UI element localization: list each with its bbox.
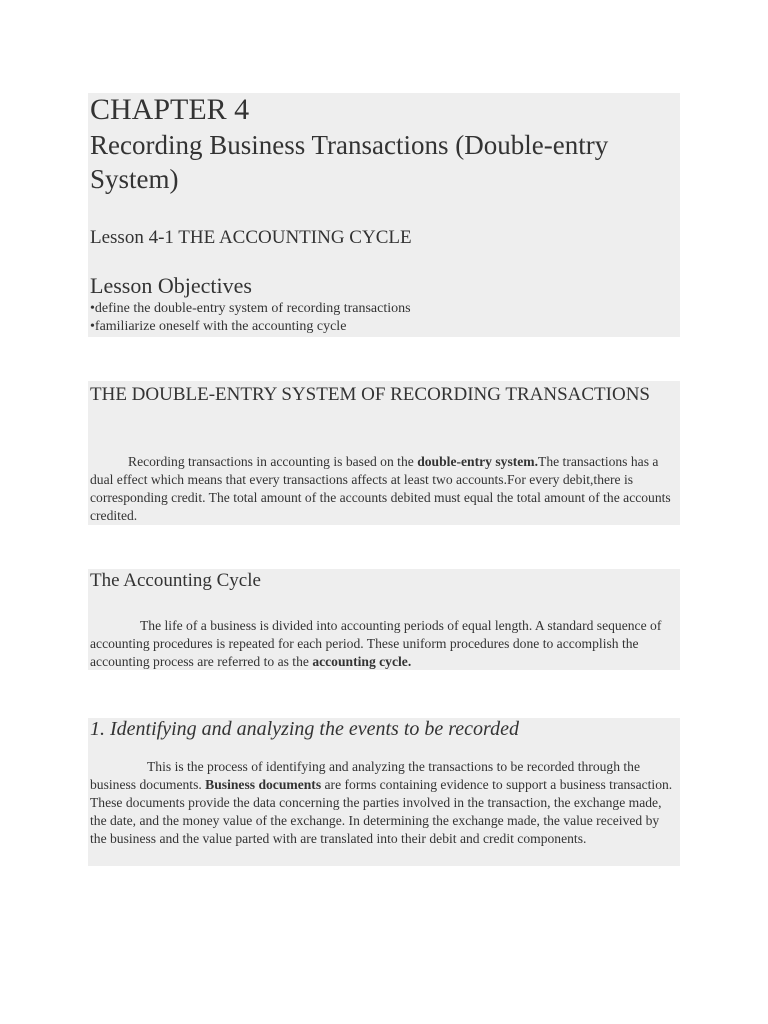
- paragraph-text: are forms containing evidence to support a business transaction. These documents provide the data concerning the parties involved in the transaction, the exchange made, the date, and the money value of the exchange. In determining the exchange made, the value received by the business and the value parted with are translated into their debit and credit components.: [90, 777, 673, 846]
- double-entry-section: [88, 381, 680, 525]
- section-paragraph: [90, 617, 676, 671]
- bold-term: accounting cycle.: [312, 654, 412, 669]
- chapter-title: Recording Business Transactions (Double-entry System): [90, 130, 609, 194]
- bold-term: double-entry system.: [417, 454, 539, 469]
- chapter-header-block: [88, 93, 680, 337]
- paragraph-text: Recording transactions in accounting is based on the: [128, 454, 418, 469]
- paragraph-text: This is the process of identifying and analyzing the transactions to be recorded through the business documents.: [90, 759, 641, 792]
- paragraph-text: The transactions has a dual effect which means that every transactions affects at least two accounts.For every debit,there is corresponding credit. The total amount of the accounts debited must equal the total amount of the accounts credited.: [90, 454, 671, 523]
- step1-section: [88, 718, 680, 866]
- section-paragraph: [90, 758, 676, 848]
- bold-term: Business documents: [205, 777, 322, 792]
- section-heading: 1. Identifying and analyzing the events to be recorded: [90, 718, 519, 740]
- section-heading: The Accounting Cycle: [90, 570, 261, 591]
- objective-item: •define the double-entry system of recording transactions: [90, 301, 411, 316]
- paragraph-text: The life of a business is divided into accounting periods of equal length. A standard sequence of accounting procedures is repeated for each period. These uniform procedures done to accomplish the accounting process are referred to as the: [90, 618, 662, 669]
- section-heading: THE DOUBLE-ENTRY SYSTEM OF RECORDING TRANSACTIONS: [90, 384, 650, 405]
- lesson-title: Lesson 4-1 THE ACCOUNTING CYCLE: [90, 227, 412, 248]
- objectives-heading: Lesson Objectives: [90, 273, 252, 298]
- objective-item: •familiarize oneself with the accounting cycle: [90, 319, 347, 334]
- chapter-number: CHAPTER 4: [90, 93, 250, 126]
- accounting-cycle-section: [88, 569, 680, 670]
- section-paragraph: [90, 453, 676, 525]
